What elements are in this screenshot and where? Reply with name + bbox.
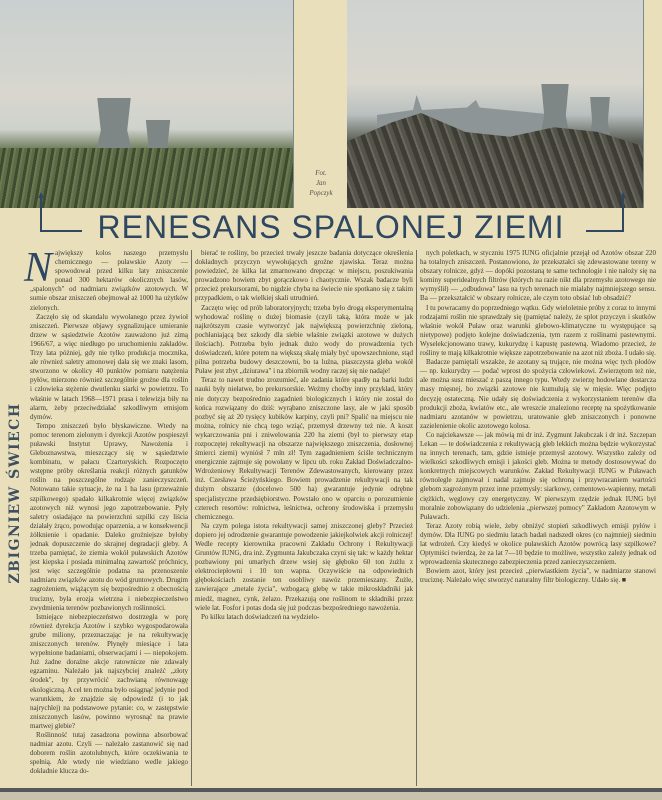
paragraph-text: Istniejące niebezpieczeństwo dostrzegła w porę również dyrekcja Azotów i szybko wygospodarowała grube miliony, przeznaczając je na rekultywację zniszczonych terenów. Płynęły miesiące i lata wypełnione badaniami, obserwacjami i — niepokojem. Już żadne doraźne akcje ratownicze nie zdawały egzaminu. Należało jak najszybciej znaleźć „złoty środek", by przywrócić zachwianą równowagę ekologiczną. A cel ten można było osiągnąć jedynie pod warunkiem, że znajdzie się odpowiedź (i to jak najrychlej) na podstawowe pytanie: co, w zastępstwie zniszczonych lasów, powinno wyrosnąć na prawie martwej glebie? (30, 612, 188, 730)
arrow-up-icon (38, 192, 44, 198)
article-column-1 (24, 245, 188, 776)
paragraph-text: Teraz to nawet trudno zrozumieć, ale zadania które spadły na barki ludzi nauki były niełatwe, bo prekursorskie. Weźmy choćby inny przykład, który nie dotyczy bezpośrednio zagadnień biologicznych i który nie został do końca rozwiązany do dziś: wyrąbano zniszczone lasy, ale w jaki sposób pozbyć się aż 20 tysięcy kubików karpiny, czyli pni? Spalić na miejscu nie można, rolnicy nie chcą tego wziąć, przemysł drzewny też nie. A koszt wykarczowania pni i zniwelowania 220 ha ziemi (był to pierwszy etap rozpoczętej rekultywacji na obszarze największego zniszczenia, dosłownej śmierci ziemi) wyniósł 7 mln zł! Tym zagadnieniem ściśle technicznym energicznie zajmuje się powołany w lipcu ub. roku Zakład Doświadczalno-Wdrożeniowy Rekultywacji Terenów Zdewastowanych, kierowany przez inż. Czesława Ścieżyńskiego. Bowiem prowadzenie rekultywacji na tak dużym obszarze (docelowo 500 ha) gwarantuje jedynie odrębne specjalistyczne przedsiębiorstwo. Powstało ono w oparciu o porozumienie czterech resortów: rolnictwa, leśnictwa, ochrony środowiska i przemysłu chemicznego. (195, 376, 413, 521)
page-edge (0, 792, 662, 800)
article-paragraph (195, 304, 413, 377)
article-column-2 (195, 249, 413, 622)
paragraph-text: nych poletkach, w styczniu 1975 IUNG oficjalnie przejął od Azotów obszar 220 ha totalnych zniszczeń. Postanowiono, że przekształci się zdewastowane tereny w obszary rolnicze, gdyż — dopóki pozostaną te same technologie i nie nałoży się na kominy superidealnych filtrów (których na razie nikt dla przemysłu azotowego nie wymyślił) — „odbudowa" lasu na tych terenach nie miałaby najmniejszego sensu. Ba — przekształcić w obszary rolnicze, ale czym toto obsiać lub obsadzić? (420, 249, 656, 303)
drop-cap: N (24, 245, 52, 291)
paragraph-text: Roślinność tutaj zasadzona powinna absorbować nadmiar azotu. Czyli — należało zastanowić się nad doborem roślin azotolubnych, które oczekiwania te spełnią. Ale wtedy nie wiedziano wedle jakiego dokładnie klucza do- (30, 730, 188, 776)
paragraph-text: I tu powracamy do poprzedniego wątku. Gdy wieloletnie próby z coraz to innymi rodzajami roślin nie sprawdzały się (pamiętać należy, że splot przyczyn i skutków właśnie wokół Puław oraz warunki glebowo-klimatyczne tu występujące są nietypowe) podjęto kolejne doświadczenia, tym razem z roślinami pastewnymi. Wyselekcjonowano trawy, kukurydzę i kapustę pastewną. Wiadomo przecież, że rośliny te mają kilkakrotnie większe zapotrzebowanie na azot niż zboża. I udało się. (420, 303, 656, 358)
credit-line: Jan (315, 179, 327, 187)
article-paragraph (30, 422, 188, 613)
column-divider (191, 250, 192, 786)
article-paragraph (30, 731, 188, 776)
article-paragraph (420, 304, 656, 359)
photo-cooling-towers-field (0, 0, 294, 208)
article-paragraph (195, 249, 413, 304)
paragraph-text: Na czym polega istota rekultywacji samej zniszczonej gleby? Przecież dopiero jej odrodzenie gwarantuje powodzenie jakiejkolwiek akcji rolniczej! Wedle recepty kierownika pracowni Zakładu Ochrony i Rekultywacji Gruntów IUNG, dra inż. Zygmunta Jakubczaka czyni się tak: w każdy hektar pozbawiony pni umarłych drzew wsiej się głęboko 60 ton żużlu z elektrociepłowni i 10 ton wapna. Oczywiście na odpowiednich głębokościach zostanie ten osobliwy nawóz przemieszany. Żużle, zawierające „metale życia", wzbogacą glebę w takie mikroskładniki jak miedź, magnez, cynk, żelazo. Przekazują one roślinom te składniki przez wiele lat. Fosfor i potas doda się już podczas bezpośredniego nawożenia. (195, 521, 413, 612)
paragraph-text: Zaczęto więc od prób laboratoryjnych; trzeba było drogą eksperymentalną wyhodować roślinę o dużej biomasie (czyli taką, która może w jak najkrótszym czasie wytworzyć jak największą powierzchnię zieloną, pochłaniającą bez szkody dla siebie właśnie związki azotowe w dużych ilościach). Potrzeba było jednak dużo wody do prowadzenia tych doświadczeń, które potem na większą skalę miały być upowszechnione, stąd pilna potrzeba budowy deszczowni, bo ta luźna, piaszczysta gleba wokół Puław jest zbyt „dziurawa" i na zbiornik wodny raczej się nie nadaje! (195, 303, 413, 376)
headline-block (0, 196, 662, 246)
article-paragraph (420, 431, 656, 522)
paragraph-text: Teraz Azoty robią wiele, żeby obniżyć stopień szkodliwych emisji pyłów i dymów. Dla IUNG po siedmiu latach badań nadszedł okres (co najmniej) siedmiu lat wdrożeń. Czy kiedyś w okolice puławskich Azotów powrócą lasy szpilkowe? Optymiści twierdzą, że za lat 7—10 będzie to możliwe, wszystko zależy jednak od wprowadzenia skutecznego zabezpieczenia przed zanieczyszczeniem. (420, 521, 656, 567)
photo-cleared-forest-plant (347, 0, 644, 208)
article-paragraph (420, 567, 656, 585)
paragraph-text: bierać te rośliny, bo przecież trwały jeszcze badania dotyczące określenia dokładnych przyczyn wywołujących groźne zjawiska. Teraz można powiedzieć, że kilka lat zmarnowano drepcząc w miejscu, poszukiwania prowadzono bowiem zbyt gorączkowo i chaotycznie. Wszak badacze byli przecież prekursorami, bo nigdzie chyba na świecie nie spotkano się z takim przypadkiem, o tak wielkiej skali utrudnień. (195, 249, 413, 303)
paragraph-text: Co najciekawsze — jak mówią mi dr inż. Zygmunt Jakubczak i dr inż. Szczepan Lekan — te doświadczenia z rekultywacją gleb lekkich można będzie wykorzystać na innych terenach, tam, gdzie istnieje przemysł azotowy. Wszystko zależy od wielkości szkodliwych emisji i jakości gleb. Można te metody dostosowywać do konkretnych miejscowych warunków. Zakład Rekultywacji IUNG w Puławach równolegle zajmował i nadal zajmuje się ochroną i przywracaniem wartości glebom zagrożonym przez inne przemysły: siarkowy, cementowo-wapienny, metali ciężkich, węglowy czy energetyczny. W pierwszym rzędzie jednak IUNG był moralnie zobowiązany do udzielenia „pierwszej pomocy" Zakładom Azotowym w Puławach. (420, 430, 656, 521)
article-column-3 (420, 249, 656, 585)
credit-line: Fot. (315, 169, 327, 177)
article-paragraph (24, 245, 188, 313)
article-paragraph (195, 376, 413, 522)
article-paragraph (420, 249, 656, 304)
article-paragraph (30, 313, 188, 422)
author-name: ZBIGNIEW ŚWIECH (7, 401, 23, 584)
column-divider (416, 250, 417, 786)
article-paragraph (195, 522, 413, 613)
paragraph-text: Zaczęło się od skandalu wywołanego przez żywioł zniszczeń. Pierwsze objawy sygnalizujące umieranie drzew w sąsiedztwie Azotów zauważono już zimą 1966/67, a więc niedługo po uruchomieniu zakładów. Trzy lata później, gdy nie tylko produkcja mocznika, ale również saletry amonowej dała się we znaki lasom, stworzono w okolicy 40 punktów pomiaru natężenia pyłów, mierzono również szczególnie groźne dla roślin i człowieka stężenie dwutlenku siarki w powietrzu. To właśnie w latach 1968—1971 prasa i telewizja biły na alarm, żeby przeciwdziałać szkodliwym emisjom dymów. (30, 312, 188, 421)
article-paragraph (420, 522, 656, 567)
paragraph-text: Tempo zniszczeń było błyskawiczne. Wtedy na pomoc terenom zielonym i dyrekcji Azotów pospieszył puławski Instytut Uprawy, Nawożenia i Gleboznawstwa, mieszczący się w sąsiedztwie kombinatu, w pałacu Czartoryskich. Rozpoczęto wstępne próby określania reakcji różnych gatunków roślin na poszczególne rodzaje zanieczyszczeń. Notowano takie sytuacje, że na 1 ha lasu (przeważnie szpilkowego) spadało kilkakrotnie więcej związków azotowych niż wynosi jego zapotrzebowanie. Pyły saletry osiadające na powierzchni szpilki czy liścia działały żrąco, powodując oparzenia, a w konsekwencji żółknienie i opadanie. Daleko groźniejsze byłoby jednak dopuszczenie do skrajnej degradacji gleby. A trzeba pamiętać, że ziemia wokół puławskich Azotów jest kiepska i posiada minimalną zawartość próchnicy, jest więc szczególnie podatna na przenoszenie nadmiaru związków azotu do wód gruntowych. Drugim zagrożeniem, wiążącym się bezpośrednio z obecnością trucizny, była erozja wietrzna i niebezpieczeństwo zwydmienia terenów pozbawionych roślinności. (30, 421, 188, 612)
paragraph-text: ajwiększy kolos naszego przemysłu chemicznego — puławskie Azoty — spowodował przed kilku laty zniszczenie ponad 300 hektarów okolicznych lasów, „spalonych" od nadmiaru związków azotowych. W sumie obszar zniszczeń obejmował aż 1000 ha użytków zielonych. (30, 249, 188, 312)
article-paragraph (195, 613, 413, 622)
paragraph-text: Po kilku latach doświadczeń na wydzielo- (201, 612, 320, 621)
author-byline (2, 401, 28, 584)
article-title: RENESANS SPALONEJ ZIEMI (97, 209, 565, 245)
paragraph-text: Bowiem azot, który jest przecież „pierwiastkiem życia", w nadmiarze stanowi truciznę. Należało więc stworzyć naturalny filtr biologiczny. Udało się. ■ (420, 567, 656, 585)
article-paragraph (30, 613, 188, 731)
article-paragraph (420, 358, 656, 431)
paragraph-text: Badacze pamiętali wszakże, że azotany są trujące, nie można więc tych płodów — np. kukurydzy — podać wprost do spożycia człowiekowi. Zwierzętom też nie, ale można susz mieszać z paszą innego typu. Wtedy zwierzę hodowlane dostarcza masy mięsnej, bo związki azotowe nie kumulują się w mięsie. Więc podjęto decyzję ostateczną. Nie udały się doświadczenia z wykorzystaniem terenów dla produkcji zboża, kwiatów etc., ale wreszcie znaleziono receptę na spożytkowanie nadmiaru azotanów w powietrzu, uratowanie gleb zniszczonych i ponowne zazielenienie okolic azotowego kolosa. (420, 358, 656, 430)
arrow-up-icon (620, 192, 626, 198)
photo-credit (296, 168, 346, 198)
credit-line: Popczyk (309, 189, 333, 197)
